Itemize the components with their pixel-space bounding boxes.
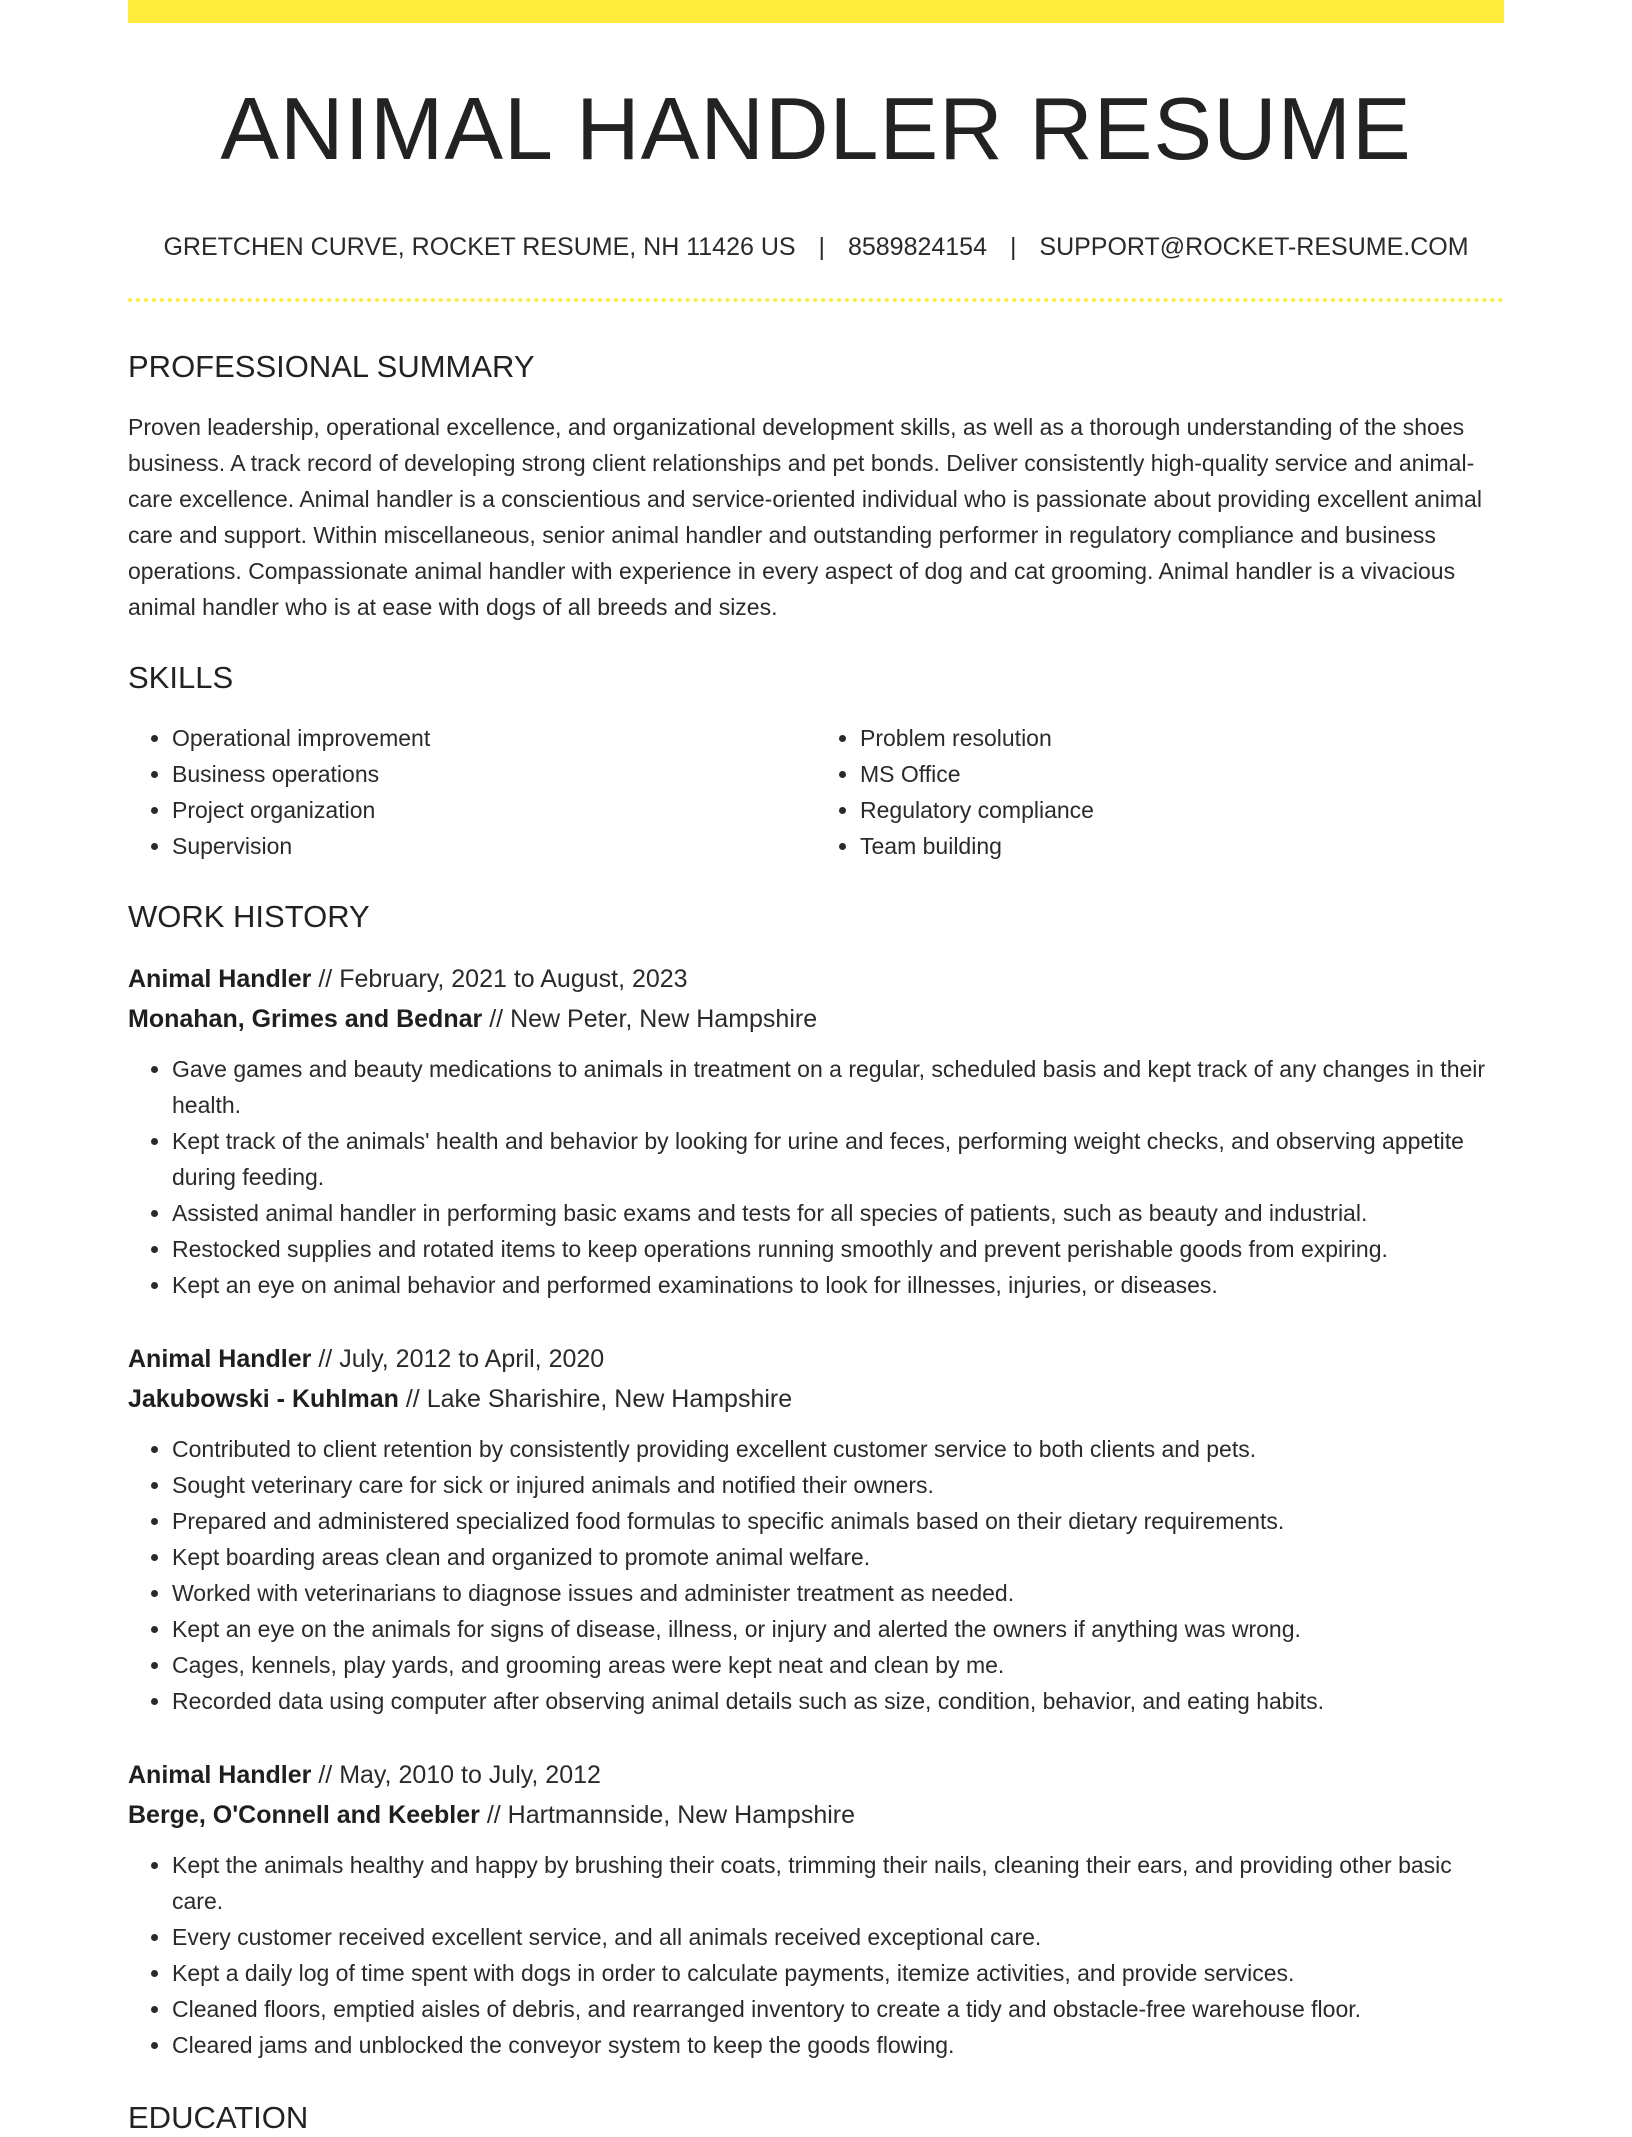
- job-entry: [128, 1755, 1504, 2063]
- job-entry: [128, 1339, 1504, 1719]
- job-bullet: • Restocked supplies and rotated items to keep operations running smoothly and prevent perishable goods from expiring.: [172, 1231, 1504, 1267]
- skill-item: • Team building: [860, 828, 1504, 864]
- job-separator: //: [486, 1801, 501, 1830]
- job-separator: //: [318, 1345, 333, 1374]
- job-bullet: • Kept boarding areas clean and organized to promote animal welfare.: [172, 1539, 1504, 1575]
- job-separator: //: [489, 1005, 504, 1034]
- job-company: Berge, O'Connell and Keebler: [128, 1801, 480, 1830]
- resume-title: ANIMAL HANDLER RESUME: [220, 79, 1412, 178]
- contact-line: [128, 232, 1504, 262]
- job-bullet: • Prepared and administered specialized food formulas to specific animals based on their dietary requirements.: [172, 1503, 1504, 1539]
- work-history-heading: WORK HISTORY: [128, 899, 370, 935]
- job-location: Hartmannside, New Hampshire: [507, 1801, 856, 1830]
- job-location: New Peter, New Hampshire: [510, 1005, 818, 1034]
- job-location: Lake Sharishire, New Hampshire: [426, 1385, 793, 1414]
- skill-item: • Regulatory compliance: [860, 792, 1504, 828]
- job-bullet: • Contributed to client retention by consistently providing excellent customer service to both clients and pets.: [172, 1431, 1504, 1467]
- job-bullets: [128, 1847, 1504, 2063]
- job-entry: [128, 959, 1504, 1303]
- job-bullet: • Kept an eye on animal behavior and performed examinations to look for illnesses, injuries, or diseases.: [172, 1267, 1504, 1303]
- skill-item: • Operational improvement: [172, 720, 816, 756]
- job-company-line: [128, 999, 1504, 1039]
- job-company: Monahan, Grimes and Bednar: [128, 1005, 483, 1034]
- job-bullet: • Kept an eye on the animals for signs of disease, illness, or injury and alerted the owners if anything was wrong.: [172, 1611, 1504, 1647]
- contact-address: GRETCHEN CURVE, ROCKET RESUME, NH 11426 US: [163, 232, 796, 261]
- job-separator: //: [405, 1385, 420, 1414]
- job-bullet: • Kept a daily log of time spent with dogs in order to calculate payments, itemize activities, and provide services.: [172, 1955, 1504, 1991]
- skill-item: • Supervision: [172, 828, 816, 864]
- job-dates: May, 2010 to July, 2012: [339, 1761, 601, 1790]
- job-bullet: • Cleaned floors, emptied aisles of debris, and rearranged inventory to create a tidy and obstacle-free warehouse floor.: [172, 1991, 1504, 2027]
- contact-email: SUPPORT@ROCKET-RESUME.COM: [1039, 232, 1469, 261]
- job-bullet: • Every customer received excellent service, and all animals received exceptional care.: [172, 1919, 1504, 1955]
- contact-separator: |: [818, 232, 825, 261]
- contact-separator: |: [1009, 232, 1017, 261]
- job-bullet: • Assisted animal handler in performing basic exams and tests for all species of patients, such as beauty and industrial.: [172, 1195, 1504, 1231]
- job-dates: July, 2012 to April, 2020: [339, 1345, 605, 1374]
- job-company-line: [128, 1795, 1504, 1835]
- job-bullet: • Cages, kennels, play yards, and grooming areas were kept neat and clean by me.: [172, 1647, 1504, 1683]
- job-company-line: [128, 1379, 1504, 1419]
- accent-top-bar: [128, 0, 1504, 23]
- resume-page: [128, 0, 1504, 2137]
- job-title-line: [128, 1339, 1504, 1379]
- skill-item: • Business operations: [172, 756, 816, 792]
- job-separator: //: [318, 1761, 333, 1790]
- job-bullets: [128, 1051, 1504, 1303]
- skill-item: • Problem resolution: [860, 720, 1504, 756]
- job-title: Animal Handler: [128, 965, 312, 994]
- job-separator: //: [318, 965, 333, 994]
- skills-heading: SKILLS: [128, 659, 234, 695]
- job-bullet: • Cleared jams and unblocked the conveyor system to keep the goods flowing.: [172, 2027, 1504, 2063]
- job-bullet: • Kept track of the animals' health and behavior by looking for urine and feces, performing weight checks, and observing appetite during feeding.: [172, 1123, 1504, 1195]
- job-bullets: [128, 1431, 1504, 1719]
- skills-column-right: [816, 720, 1504, 864]
- job-title: Animal Handler: [128, 1345, 312, 1374]
- education-heading: EDUCATION: [128, 2100, 309, 2136]
- job-bullet: • Gave games and beauty medications to animals in treatment on a regular, scheduled basis and kept track of any changes in their health.: [172, 1051, 1504, 1123]
- skills-grid: [128, 720, 1504, 864]
- job-dates: February, 2021 to August, 2023: [339, 965, 688, 994]
- skill-item: • Project organization: [172, 792, 816, 828]
- skills-column-left: [128, 720, 816, 864]
- job-company: Jakubowski - Kuhlman: [128, 1385, 399, 1414]
- job-title: Animal Handler: [128, 1761, 312, 1790]
- contact-phone: 8589824154: [847, 232, 987, 261]
- skill-item: • MS Office: [860, 756, 1504, 792]
- summary-text: Proven leadership, operational excellence, and organizational development skills, as well as a thorough understanding of the shoes business. A track record of developing strong client relationships and pet bonds. Deliver consistently high-quality service and animal-care excellence. Animal handler is a conscientious and service-oriented individual who is passionate about providing excellent animal care and support. Within miscellaneous, senior animal handler and outstanding performer in regulatory compliance and business operations. Compassionate animal handler with experience in every aspect of dog and cat grooming. Animal handler is a vivacious animal handler who is at ease with dogs of all breeds and sizes.: [128, 413, 1482, 620]
- job-bullet: • Sought veterinary care for sick or injured animals and notified their owners.: [172, 1467, 1504, 1503]
- job-bullet: • Worked with veterinarians to diagnose issues and administer treatment as needed.: [172, 1575, 1504, 1611]
- job-title-line: [128, 1755, 1504, 1795]
- dotted-divider: [128, 298, 1504, 302]
- job-bullet: • Kept the animals healthy and happy by brushing their coats, trimming their nails, cleaning their ears, and providing other basic care.: [172, 1847, 1504, 1919]
- job-bullet: • Recorded data using computer after observing animal details such as size, condition, behavior, and eating habits.: [172, 1683, 1504, 1719]
- summary-heading: PROFESSIONAL SUMMARY: [128, 348, 535, 384]
- job-title-line: [128, 959, 1504, 999]
